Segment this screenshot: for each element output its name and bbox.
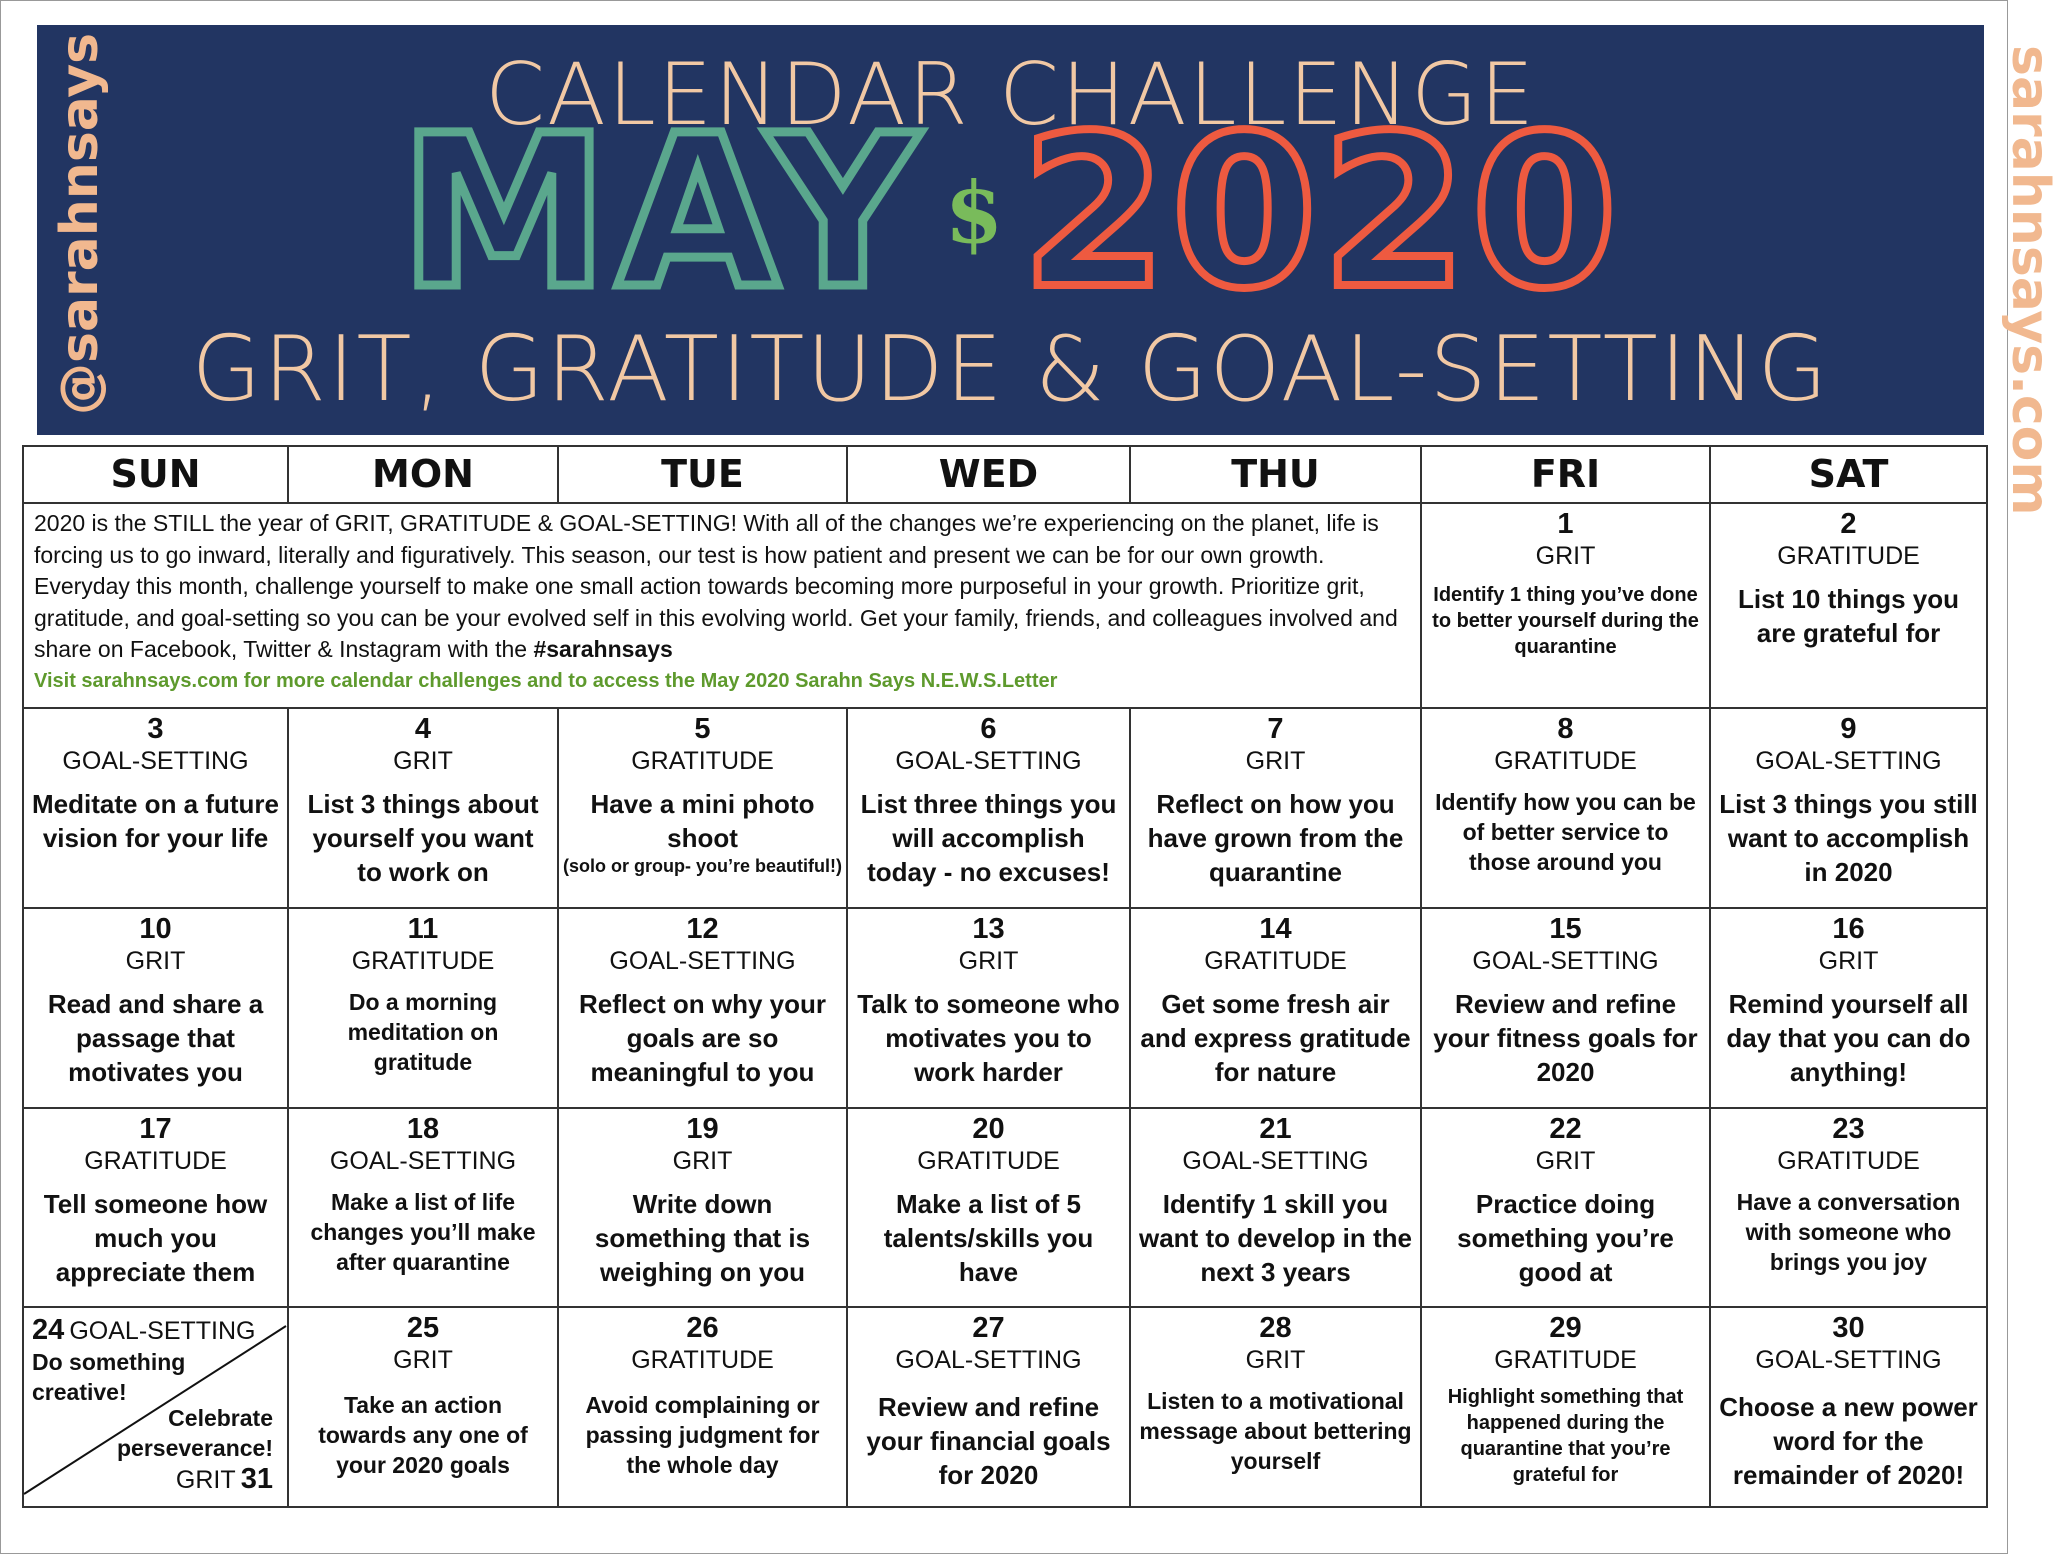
day-cell-16 <box>1710 908 1987 1108</box>
day-task: List 10 things you are grateful for <box>1737 584 1960 649</box>
day-cell-13 <box>847 908 1130 1108</box>
logo-icon: $ <box>944 163 1004 262</box>
day-cell-3 <box>23 708 288 908</box>
day-number: 31 <box>240 1463 273 1496</box>
day-task: Choose a new power word for the remainder of 2020! <box>1719 1392 1978 1491</box>
day-cell-11 <box>288 908 558 1108</box>
day-number: 17 <box>139 1112 172 1145</box>
day-number: 15 <box>1549 912 1582 945</box>
day-cell-21 <box>1130 1108 1421 1308</box>
day-category: GRIT <box>1245 747 1306 776</box>
day-task: Write down something that is weighing on you <box>594 1188 811 1287</box>
day-task: Make a list of 5 talents/skills you have <box>883 1188 1094 1287</box>
day-category: GOAL-SETTING <box>329 1146 517 1175</box>
day-task: Review and refine your financial goals for 2020 <box>866 1392 1111 1491</box>
day-number: 28 <box>1259 1312 1292 1345</box>
day-number: 2 <box>1840 508 1857 541</box>
day-category: GRIT <box>175 1466 236 1495</box>
day-cell-4 <box>288 708 558 908</box>
day-category: GRATITUDE <box>1777 1146 1920 1175</box>
day-task: Take an action towards any one of your 2020 goals <box>318 1392 528 1479</box>
day-cell-18 <box>288 1108 558 1308</box>
day-category: GRATITUDE <box>1494 747 1637 776</box>
day-task: Read and share a passage that motivates you <box>47 988 264 1087</box>
weekday-tue: TUE <box>558 446 847 503</box>
day-cell-6 <box>847 708 1130 908</box>
day-cell-26 <box>558 1307 847 1507</box>
day-category: GRATITUDE <box>917 1146 1060 1175</box>
day-24 <box>32 1314 282 1407</box>
day-number: 3 <box>147 713 164 746</box>
banner-title-line: CALENDAR CHALLENGE <box>484 45 1537 145</box>
day-number: 9 <box>1840 713 1857 746</box>
day-category: GRATITUDE <box>351 946 495 975</box>
day-number: 24 <box>32 1314 65 1347</box>
day-cell-22 <box>1421 1108 1710 1308</box>
day-task: Remind yourself all day that you can do anything! <box>1726 988 1971 1087</box>
day-task: Celebrate perseverance! <box>117 1405 273 1462</box>
day-number: 6 <box>980 713 997 746</box>
day-number: 14 <box>1259 912 1292 945</box>
weekday-mon: MON <box>288 446 558 503</box>
banner-subtitle: GRIT, GRATITUDE & GOAL-SETTING <box>191 317 1830 422</box>
day-cell-12 <box>558 908 847 1108</box>
weekday-sun: SUN <box>23 446 288 503</box>
day-category: GRATITUDE <box>84 1146 227 1175</box>
day-category: GRIT <box>393 1346 453 1375</box>
day-cell-10 <box>23 908 288 1108</box>
day-task: Listen to a motivational message about bettering yourself <box>1139 1388 1412 1475</box>
day-task: List 3 things you still want to accomplish in 2020 <box>1719 789 1978 888</box>
day-cell-30 <box>1710 1307 1987 1507</box>
day-number: 7 <box>1267 713 1284 746</box>
day-category: GOAL-SETTING <box>1182 1146 1369 1175</box>
day-number: 8 <box>1557 713 1574 746</box>
intro-paragraph <box>34 508 1410 666</box>
intro-cell <box>23 503 1421 708</box>
day-category: GOAL-SETTING <box>609 946 796 975</box>
day-task: Make a list of life changes you’ll make after quarantine <box>310 1188 536 1275</box>
intro-text: 2020 is the STILL the year of GRIT, GRATITUDE & GOAL-SETTING! With all of the changes we’re experiencing on the planet, life is forcing us to go inward, literally and figuratively. This season, our test is how patient and present we can be for our own growth. Everyday this month, challenge yourself to make one small action towards becoming more purposeful in your growth. Prioritize grit, gratitude, and goal-setting so you can be your evolved self in this evolving world. Get your family, friends, and colleagues involved and share on Facebook, Twitter & Instagram with the <box>34 510 1398 663</box>
day-task: Reflect on how you have grown from the quarantine <box>1147 789 1404 888</box>
day-cell-5 <box>558 708 847 908</box>
split-cell <box>24 1308 287 1504</box>
day-task: List three things you will accomplish today - no excuses! <box>860 789 1117 888</box>
day-number: 27 <box>972 1312 1005 1345</box>
side-website-right: sarahnsays.com <box>2000 45 2060 516</box>
day-cell-23 <box>1710 1108 1987 1308</box>
day-cell-24-31 <box>23 1307 288 1507</box>
day-category: GOAL-SETTING <box>895 747 1082 776</box>
day-number: 18 <box>406 1112 440 1145</box>
day-cell-27 <box>847 1307 1130 1507</box>
day-task: Reflect on why your goals are so meaningful to you <box>578 988 827 1087</box>
day-number: 21 <box>1259 1112 1292 1145</box>
day-task: Review and refine your fitness goals for 2020 <box>1433 988 1698 1087</box>
day-category: GRATITUDE <box>1777 542 1920 571</box>
day-category: GOAL-SETTING <box>1755 1346 1942 1375</box>
day-number: 26 <box>686 1312 719 1345</box>
day-number: 22 <box>1549 1112 1582 1145</box>
day-cell-8 <box>1421 708 1710 908</box>
day-number: 16 <box>1832 912 1865 945</box>
day-category: GRIT <box>1535 1146 1596 1175</box>
day-category: GRIT <box>393 747 453 776</box>
day-cell-15 <box>1421 908 1710 1108</box>
day-task: List 3 things about yourself you want to work on <box>307 789 539 888</box>
day-number: 1 <box>1557 508 1574 541</box>
day-category: GRIT <box>672 1146 733 1175</box>
day-number: 20 <box>972 1112 1005 1145</box>
day-task: Have a mini photo shoot <box>590 789 815 854</box>
day-task: Tell someone how much you appreciate them <box>43 1188 268 1287</box>
day-number: 25 <box>406 1312 440 1345</box>
week-row-3 <box>23 908 1987 1108</box>
day-cell-7 <box>1130 708 1421 908</box>
day-task: Do a morning meditation on gratitude <box>347 988 499 1075</box>
day-category: GOAL-SETTING <box>1472 946 1659 975</box>
weekday-header-row <box>23 446 1987 503</box>
day-number: 13 <box>972 912 1005 945</box>
day-note: (solo or group- you’re beautiful!) <box>563 856 842 877</box>
intro-hashtag: #sarahnsays <box>533 636 673 663</box>
day-task: Have a conversation with someone who brings you joy <box>1736 1188 1961 1275</box>
weekday-wed: WED <box>847 446 1130 503</box>
day-task: Meditate on a future vision for your life <box>32 789 280 854</box>
day-category: GRATITUDE <box>1494 1346 1637 1375</box>
day-task: Get some fresh air and express gratitude for nature <box>1140 988 1411 1087</box>
day-cell-9 <box>1710 708 1987 908</box>
intro-visit-link: Visit sarahnsays.com for more calendar challenges and to access the May 2020 Sarahn Says N.E.W.S.Letter <box>34 669 1058 692</box>
week-row-1 <box>23 503 1987 708</box>
weekday-sat: SAT <box>1710 446 1987 503</box>
day-cell-19 <box>558 1108 847 1308</box>
day-cell-20 <box>847 1108 1130 1308</box>
week-row-2 <box>23 708 1987 908</box>
day-category: GOAL-SETTING <box>69 1317 256 1346</box>
month-text: MAY <box>399 90 927 335</box>
day-task: Avoid complaining or passing judgment for the whole day <box>585 1392 820 1479</box>
day-task: Identify how you can be of better service to those around you <box>1435 789 1696 876</box>
day-category: GOAL-SETTING <box>895 1346 1082 1375</box>
day-category: GOAL-SETTING <box>62 747 249 776</box>
weekday-thu: THU <box>1130 446 1421 503</box>
side-handle-left: @sarahnsays <box>50 32 110 415</box>
day-31 <box>73 1403 273 1496</box>
day-number: 23 <box>1832 1112 1865 1145</box>
day-category: GOAL-SETTING <box>1755 747 1942 776</box>
day-cell-1 <box>1421 503 1710 708</box>
day-number: 4 <box>414 713 432 746</box>
day-number: 30 <box>1832 1312 1865 1345</box>
day-number: 10 <box>139 912 172 945</box>
day-cell-25 <box>288 1307 558 1507</box>
day-cell-2 <box>1710 503 1987 708</box>
day-cell-17 <box>23 1108 288 1308</box>
day-task: Talk to someone who motivates you to work harder <box>857 988 1120 1087</box>
day-task: Highlight something that happened during the quarantine that you’re grateful for <box>1447 1386 1684 1487</box>
day-category: GRATITUDE <box>1204 946 1347 975</box>
week-row-5 <box>23 1307 1987 1507</box>
day-category: GRIT <box>125 946 186 975</box>
week-row-4 <box>23 1108 1987 1308</box>
day-number: 11 <box>407 912 439 945</box>
day-cell-14 <box>1130 908 1421 1108</box>
year-text: 2020 <box>1020 90 1622 335</box>
day-cell-29 <box>1421 1307 1710 1507</box>
day-task: Identify 1 skill you want to develop in the next 3 years <box>1139 1188 1413 1287</box>
day-number: 19 <box>686 1112 719 1145</box>
day-category: GRIT <box>1245 1346 1306 1375</box>
day-cell-28 <box>1130 1307 1421 1507</box>
day-category: GRIT <box>1818 946 1879 975</box>
day-category: GRIT <box>958 946 1019 975</box>
day-category: GRATITUDE <box>631 747 774 776</box>
day-number: 5 <box>694 713 711 746</box>
day-number: 29 <box>1549 1312 1582 1345</box>
day-category: GRIT <box>1535 542 1596 571</box>
weekday-fri: FRI <box>1421 446 1710 503</box>
day-task: Identify 1 thing you’ve done to better yourself during the quarantine <box>1432 584 1699 659</box>
day-number: 12 <box>686 912 719 945</box>
day-category: GRATITUDE <box>631 1346 774 1375</box>
calendar-grid <box>22 445 1988 1508</box>
day-task: Practice doing something you’re good at <box>1457 1188 1674 1287</box>
day-task: Do something creative! <box>32 1349 186 1406</box>
